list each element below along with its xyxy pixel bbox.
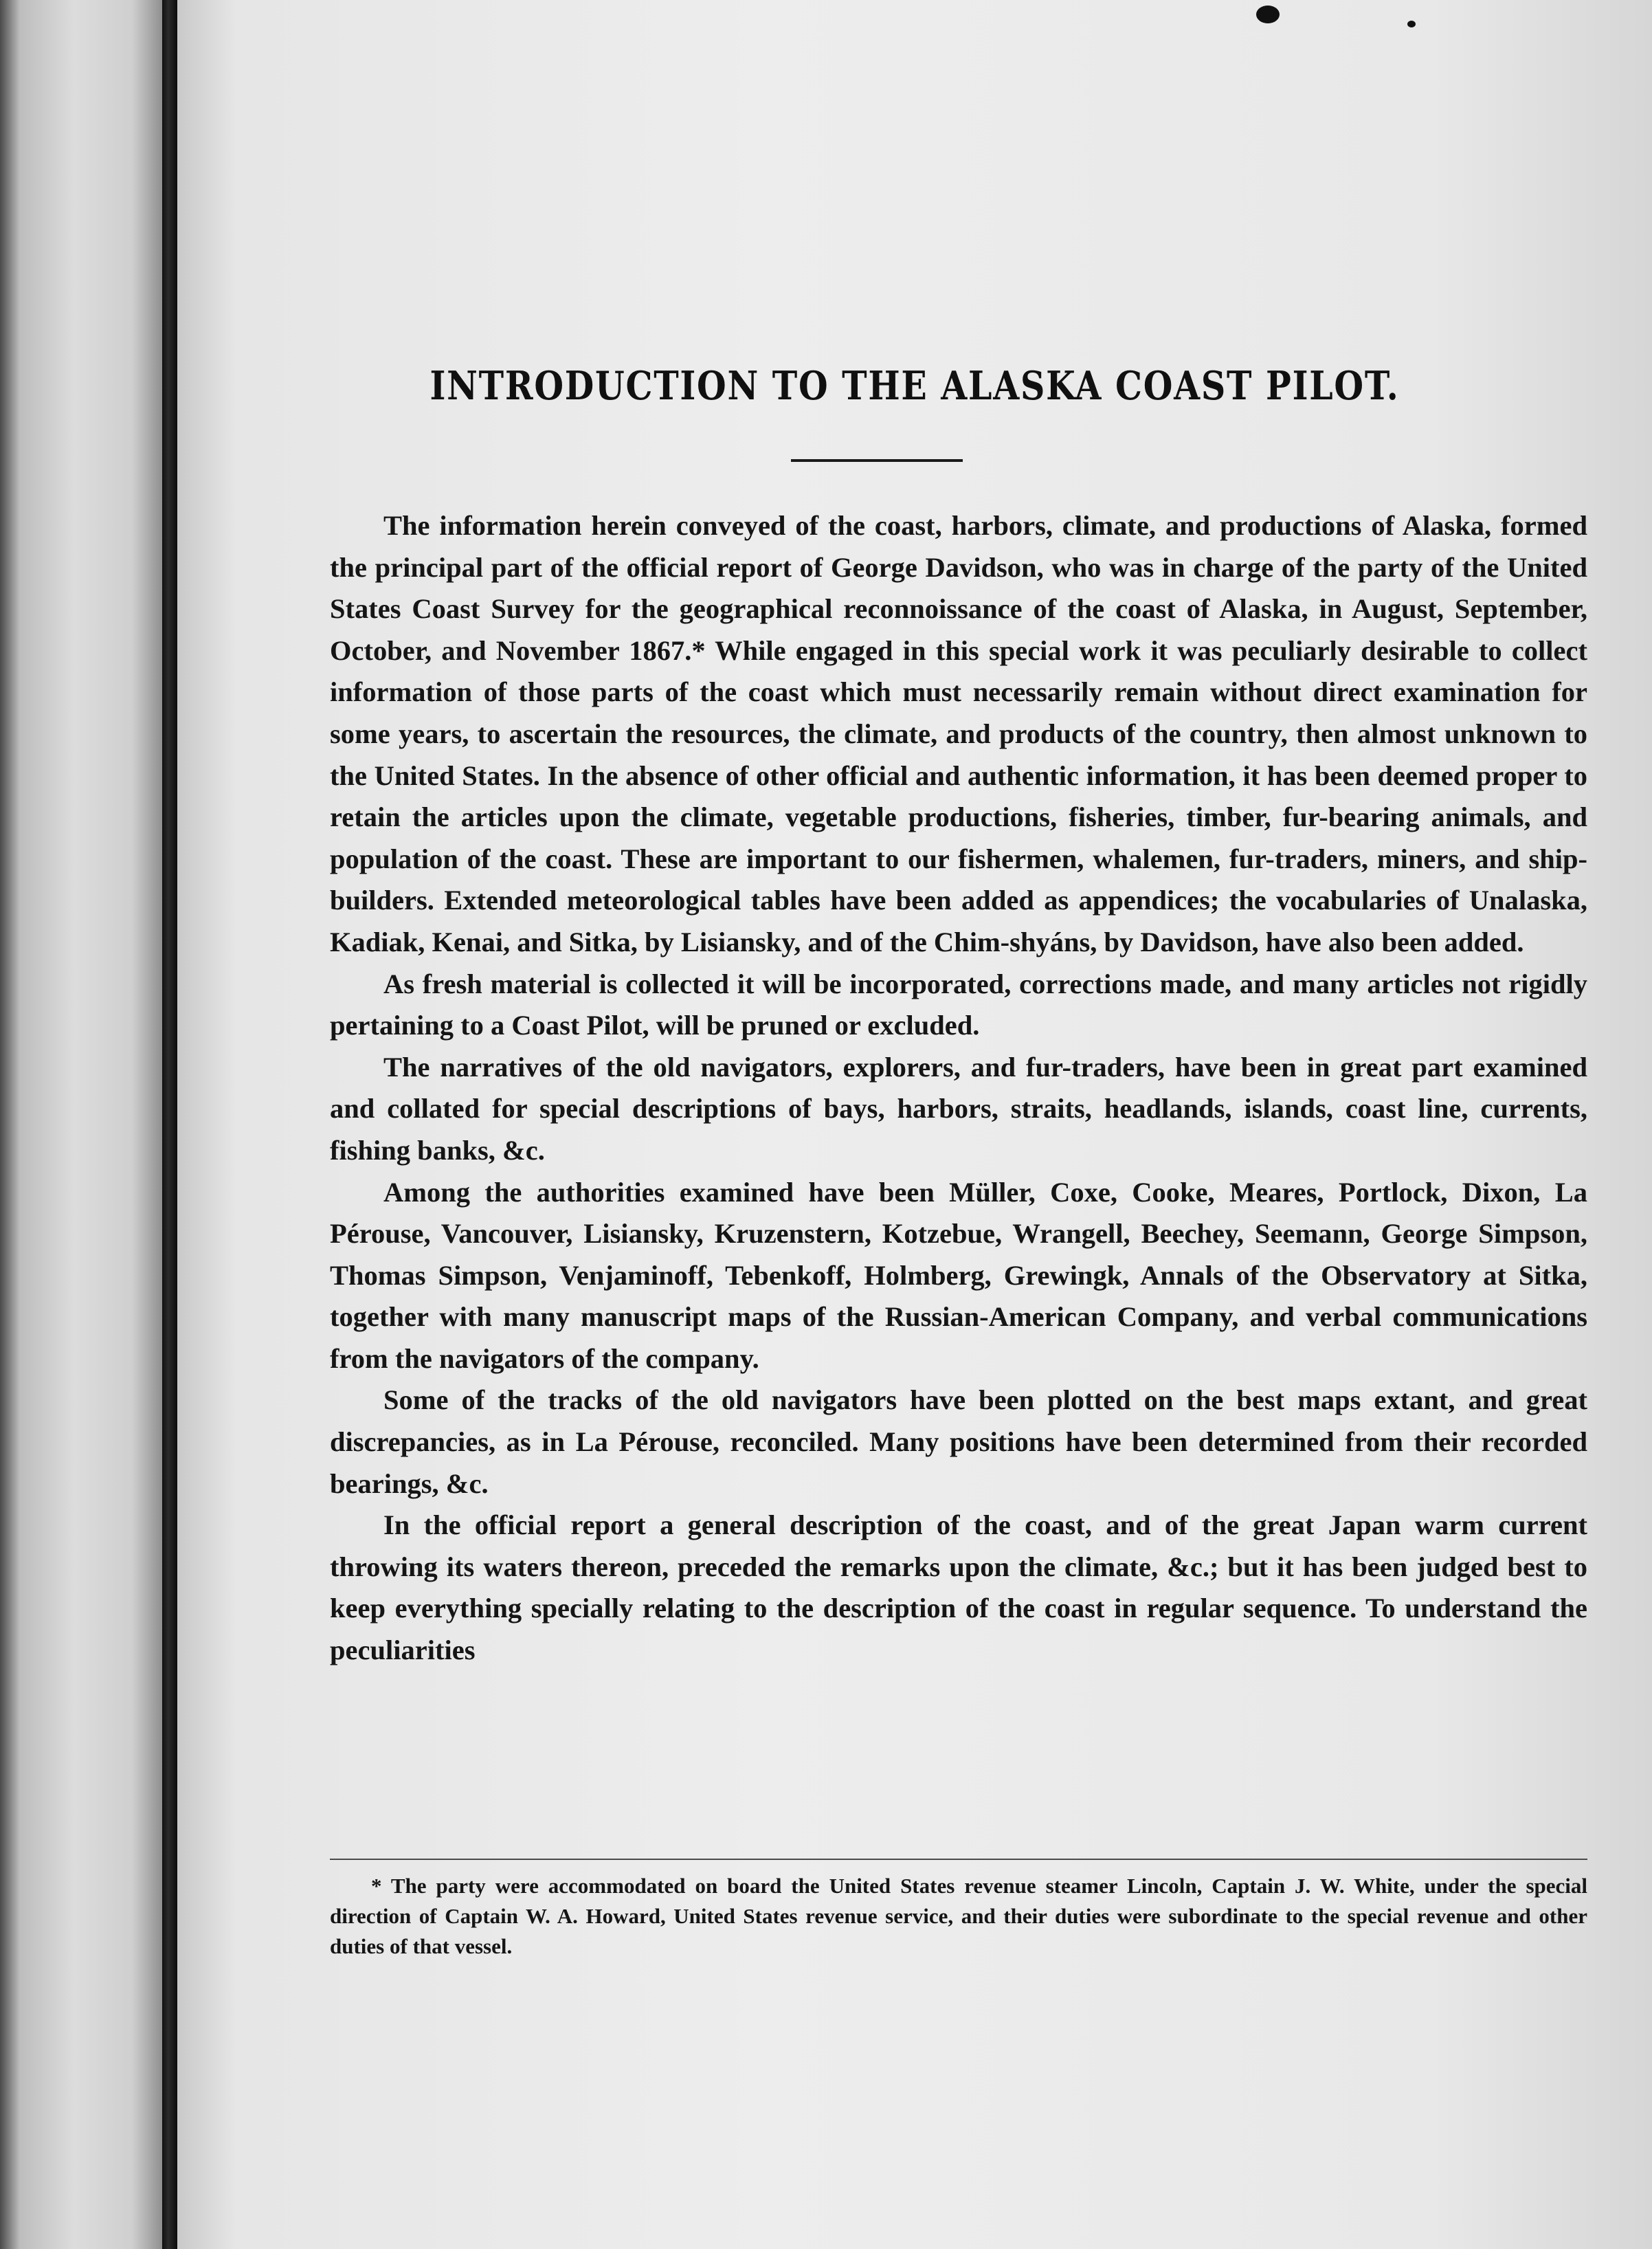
binding-gutter [162, 0, 177, 2249]
page-title: INTRODUCTION TO THE ALASKA COAST PILOT. [429, 363, 1400, 409]
paragraph: In the official report a general description of the coast, and of the great Japan warm current throwing its waters thereon, preceded the remarks upon the climate, &c.; but it has been judged best to keep everything specially relating to the description of the coast in regular sequence. To understand the peculiarities [330, 1509, 1587, 1666]
paragraph: Some of the tracks of the old navigators have been plotted on the best maps extant, and great discrepancies, as in La Pérouse, reconciled. Many positions have been determined from their recorded bearings, &c. [330, 1384, 1587, 1499]
facing-page-edge [0, 0, 165, 2249]
body-text [330, 505, 1587, 1672]
paragraph: As fresh material is collected it will be incorporated, corrections made, and many articles not rigidly pertaining to a Coast Pilot, will be pruned or excluded. [330, 968, 1587, 1041]
footnote [330, 1871, 1587, 1962]
document-page [177, 0, 1652, 2249]
paragraph: The information herein conveyed of the coast, harbors, climate, and productions of Alaska, formed the principal part of the official report of George Davidson, who was in charge of the party of the United States Coast Survey for the geographical reconnoissance of the coast of Alaska, in August, September, October, and November 1867.* While engaged in this special work it was peculiarly desirable to collect information of those parts of the coast which must necessarily remain without direct examination for some years, to ascertain the resources, the climate, and products of the country, then almost unknown to the United States. In the absence of other official and authentic information, it has been deemed proper to retain the articles upon the climate, vegetable productions, fisheries, timber, fur-bearing animals, and population of the coast. These are important to our fishermen, whalemen, fur-traders, miners, and ship-builders. Extended meteorological tables have been added as appendices; the vocabularies of Unalaska, Kadiak, Kenai, and Sitka, by Lisiansky, and of the Chim-shyáns, by Davidson, have also been added. [330, 510, 1587, 957]
footnote-text: * The party were accommodated on board the United States revenue steamer Lincoln, Captain J. W. White, under the special direction of Captain W. A. Howard, United States revenue service, and their duties were subordinate to the special revenue and other duties of that vessel. [330, 1874, 1587, 1958]
scan-speck [1407, 21, 1416, 27]
paragraph: Among the authorities examined have been Müller, Coxe, Cooke, Meares, Portlock, Dixon, La Pérouse, Vancouver, Lisiansky, Kruzenstern, Kotzebue, Wrangell, Beechey, Seemann, George Simpson, Thomas Simpson, Venjaminoff, Tebenkoff, Holmberg, Grewingk, Annals of the Observatory at Sitka, together with many manuscript maps of the Russian-American Company, and verbal communications from the navigators of the company. [330, 1176, 1587, 1374]
paragraph: The narratives of the old navigators, explorers, and fur-traders, have been in great part examined and collated for special descriptions of bays, harbors, straits, headlands, islands, coast line, currents, fishing banks, &c. [330, 1051, 1587, 1166]
footnote-divider [330, 1859, 1587, 1860]
scan-speck [1256, 5, 1280, 23]
title-rule [791, 459, 963, 462]
